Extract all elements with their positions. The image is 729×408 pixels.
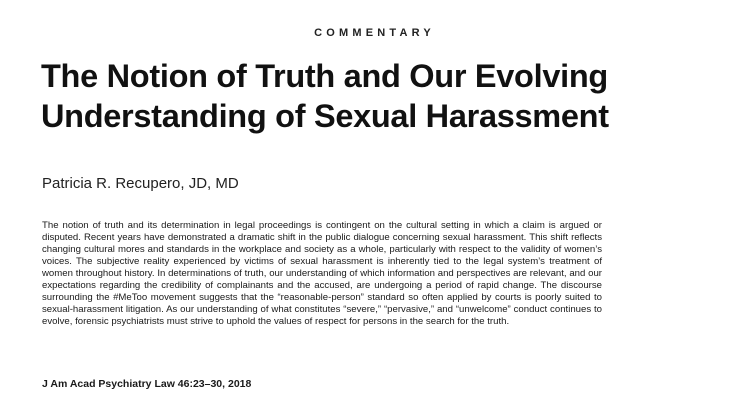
section-label: COMMENTARY [314,27,435,39]
journal-citation: J Am Acad Psychiatry Law 46:23–30, 2018 [42,378,252,390]
abstract-text: The notion of truth and its determination in legal proceedings is contingent on the cultural setting in which a claim is argued or disputed. Recent years have demonstrated a dramatic shift in the public dialogue concerning sexual harassment. This shift reflects changing cultural mores and standards in the workplace and society as a whole, particularly with respect to the validity of women’s voices. The subjective reality experienced by victims of sexual harassment is inherently tied to the legal system’s treatment of women throughout history. In determinations of truth, our understanding of which information and perspectives are relevant, and our expectations regarding the credibility of complainants and the accused, are undergoing a period of rapid change. The discourse surrounding the #MeToo movement suggests that the “reasonable-person” standard so often applied by courts is poorly suited to sexual-harassment litigation. As our understanding of what constitutes “severe,” “pervasive,” and “unwelcome” conduct continues to evolve, forensic psychiatrists must strive to uphold the values of respect for persons in the search for the truth. [42,220,602,327]
article-title: The Notion of Truth and Our Evolving Understanding of Sexual Harassment [41,58,609,134]
author-line: Patricia R. Recupero, JD, MD [42,175,239,192]
